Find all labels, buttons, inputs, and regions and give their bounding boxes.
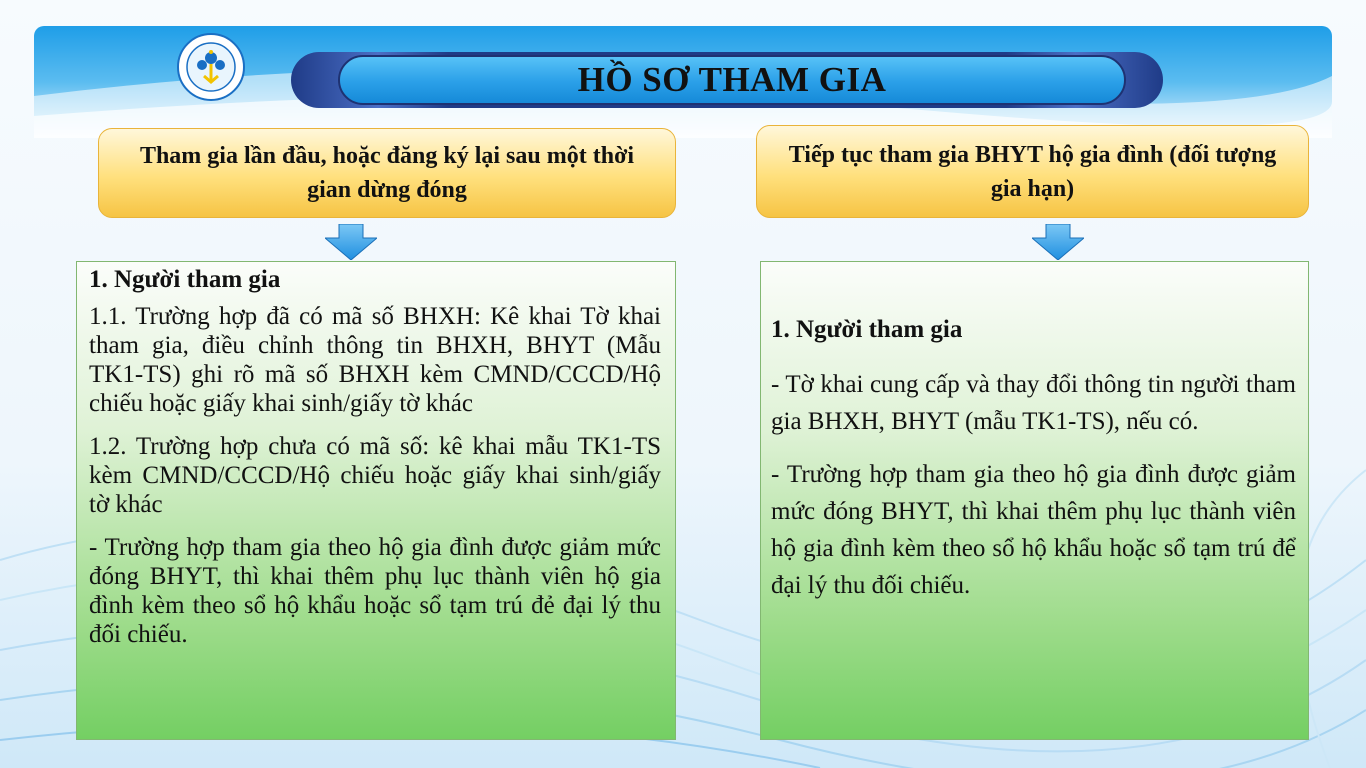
left-paragraph: 1.1. Trường hợp đã có mã số BHXH: Kê khai Tờ khai tham gia, điều chỉnh thông tin BHXH, BHYT (Mẫu TK1-TS) ghi rõ mã số BHXH kèm CMND/CCCD/Hộ chiếu hoặc giấy khai sinh/giấy tờ khác [89, 303, 661, 417]
slide-title: HỒ SƠ THAM GIA [577, 60, 887, 99]
right-content-box [760, 261, 1309, 740]
down-arrow-icon [325, 224, 377, 260]
right-header-text: Tiếp tục tham gia BHYT hộ gia đình (đối tượng gia hạn) [788, 141, 1277, 202]
title-bar [338, 55, 1126, 105]
left-paragraph: 1.2. Trường hợp chưa có mã số: kê khai mẫu TK1-TS kèm CMND/CCCD/Hộ chiếu hoặc giấy khai sinh/giấy tờ khác [89, 433, 661, 518]
left-header-text: Tham gia lần đầu, hoặc đăng ký lại sau một thời gian dừng đóng [139, 143, 635, 203]
right-paragraph: - Trường hợp tham gia theo hộ gia đình được giảm mức đóng BHYT, thì khai thêm phụ lục thành viên hộ gia đình kèm theo sổ hộ khẩu hoặc sổ tạm trú để đại lý thu đối chiếu. [771, 461, 1296, 599]
down-arrow-icon [1032, 224, 1084, 260]
left-header-box [98, 128, 676, 218]
right-paragraph: - Tờ khai cung cấp và thay đổi thông tin người tham gia BHXH, BHYT (mẫu TK1-TS), nếu có. [771, 371, 1296, 435]
right-section-title: 1. Người tham gia [771, 316, 963, 343]
left-section-title: 1. Người tham gia [89, 266, 281, 293]
left-paragraph: - Trường hợp tham gia theo hộ gia đình được giảm mức đóng BHYT, thì khai thêm phụ lục thành viên hộ gia đình kèm theo sổ hộ khẩu hoặc sổ tạm trú đẻ đại lý thu đối chiếu. [89, 534, 661, 648]
right-header-box [756, 125, 1309, 218]
left-content-box [76, 261, 676, 740]
bhxh-logo-icon [176, 32, 246, 102]
